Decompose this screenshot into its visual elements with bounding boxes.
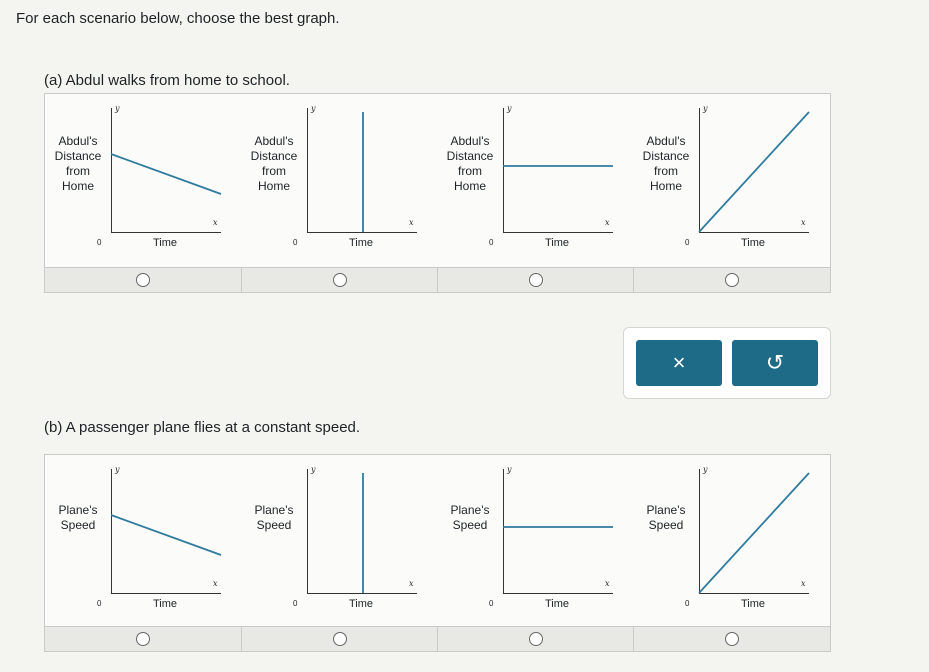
radio-b1[interactable]	[136, 632, 150, 646]
x-axis-label: Time	[349, 598, 374, 610]
y-axis-label-line: Speed	[60, 518, 96, 532]
question-a-graphs	[45, 94, 830, 269]
y-axis-label-line: Abdul's	[254, 134, 294, 148]
y-axis-label-line: from	[262, 164, 286, 178]
graph-option-3	[437, 94, 633, 269]
y-axis-label-line: Distance	[446, 149, 494, 163]
y-axis-symbol: y	[115, 465, 120, 474]
option-b1	[45, 627, 241, 651]
y-axis-label-line: Home	[649, 179, 682, 193]
clear-button[interactable]	[636, 340, 722, 386]
y-axis-symbol: y	[311, 465, 316, 474]
y-axis-label-line: Home	[453, 179, 486, 193]
x-axis-label: Time	[741, 237, 766, 249]
graph-option-4	[633, 94, 829, 269]
origin-label: 0	[489, 238, 494, 247]
option-b2	[241, 627, 438, 651]
question-a-options	[45, 267, 830, 292]
y-axis-symbol: y	[703, 104, 708, 113]
y-axis-label-line: Distance	[54, 149, 102, 163]
graph-line-svg	[45, 455, 241, 630]
x-axis-label: Time	[545, 598, 570, 610]
graph-line	[111, 154, 221, 194]
instruction-text: For each scenario below, choose the best graph.	[16, 10, 340, 27]
y-axis-label-line: from	[458, 164, 482, 178]
y-axis-label-line: Abdul's	[646, 134, 686, 148]
origin-label: 0	[489, 599, 494, 608]
option-a2	[241, 268, 438, 292]
graph-line-svg	[437, 94, 633, 269]
graph-option-2	[241, 455, 437, 630]
x-axis-symbol: x	[605, 218, 610, 227]
x-axis-label: Time	[349, 237, 374, 249]
x-axis-symbol: x	[213, 579, 218, 588]
x-axis-label: Time	[741, 598, 766, 610]
graph-line-svg	[633, 94, 829, 269]
radio-b4[interactable]	[725, 632, 739, 646]
graph-line	[699, 112, 809, 232]
y-axis-symbol: y	[703, 465, 708, 474]
origin-label: 0	[293, 238, 298, 247]
undo-button[interactable]	[732, 340, 818, 386]
y-axis-label-line: Plane's	[646, 503, 686, 517]
graph-line-svg	[241, 94, 437, 269]
x-axis-symbol: x	[801, 218, 806, 227]
y-axis-label-line: Home	[61, 179, 94, 193]
y-axis-label-line: Plane's	[58, 503, 98, 517]
graph-line-svg	[45, 94, 241, 269]
question-b-panel	[44, 454, 831, 652]
x-axis-symbol: x	[605, 579, 610, 588]
origin-label: 0	[97, 599, 102, 608]
y-axis-label-line: Speed	[452, 518, 488, 532]
graph-line	[699, 473, 809, 593]
x-axis-label: Time	[153, 598, 178, 610]
option-b4	[633, 627, 830, 651]
graph-line-svg	[241, 455, 437, 630]
question-a-title: (a) Abdul walks from home to school.	[44, 72, 290, 89]
y-axis-label-line: Speed	[256, 518, 292, 532]
radio-a3[interactable]	[529, 273, 543, 287]
option-a3	[437, 268, 634, 292]
origin-label: 0	[685, 599, 690, 608]
graph-option-3	[437, 455, 633, 630]
y-axis-label-line: Speed	[648, 518, 684, 532]
question-a-panel	[44, 93, 831, 293]
y-axis-symbol: y	[115, 104, 120, 113]
x-axis-symbol: x	[213, 218, 218, 227]
option-a1	[45, 268, 241, 292]
y-axis-label-line: from	[654, 164, 678, 178]
radio-a2[interactable]	[333, 273, 347, 287]
y-axis-label-line: Distance	[642, 149, 690, 163]
radio-b3[interactable]	[529, 632, 543, 646]
graph-option-4	[633, 455, 829, 630]
graph-option-1	[45, 455, 241, 630]
radio-a4[interactable]	[725, 273, 739, 287]
graph-option-1	[45, 94, 241, 269]
origin-label: 0	[685, 238, 690, 247]
answer-tools	[623, 327, 831, 399]
y-axis-symbol: y	[507, 465, 512, 474]
y-axis-label-line: Plane's	[254, 503, 294, 517]
radio-b2[interactable]	[333, 632, 347, 646]
origin-label: 0	[293, 599, 298, 608]
x-axis-symbol: x	[409, 579, 414, 588]
y-axis-label-line: from	[66, 164, 90, 178]
close-icon: ×	[672, 350, 686, 375]
radio-a1[interactable]	[136, 273, 150, 287]
graph-line-svg	[633, 455, 829, 630]
question-b-title: (b) A passenger plane flies at a constant speed.	[44, 419, 361, 436]
y-axis-label-line: Abdul's	[450, 134, 490, 148]
undo-icon: ↺	[765, 350, 785, 375]
x-axis-symbol: x	[409, 218, 414, 227]
x-axis-label: Time	[153, 237, 178, 249]
option-a4	[633, 268, 830, 292]
x-axis-symbol: x	[801, 579, 806, 588]
y-axis-label-line: Home	[257, 179, 290, 193]
y-axis-symbol: y	[507, 104, 512, 113]
y-axis-label-line: Abdul's	[58, 134, 98, 148]
option-b3	[437, 627, 634, 651]
question-b-graphs	[45, 455, 830, 630]
origin-label: 0	[97, 238, 102, 247]
y-axis-symbol: y	[311, 104, 316, 113]
y-axis-label-line: Distance	[250, 149, 298, 163]
y-axis-label-line: Plane's	[450, 503, 490, 517]
question-b-options	[45, 626, 830, 651]
graph-line-svg	[437, 455, 633, 630]
x-axis-label: Time	[545, 237, 570, 249]
graph-option-2	[241, 94, 437, 269]
graph-line	[111, 515, 221, 555]
